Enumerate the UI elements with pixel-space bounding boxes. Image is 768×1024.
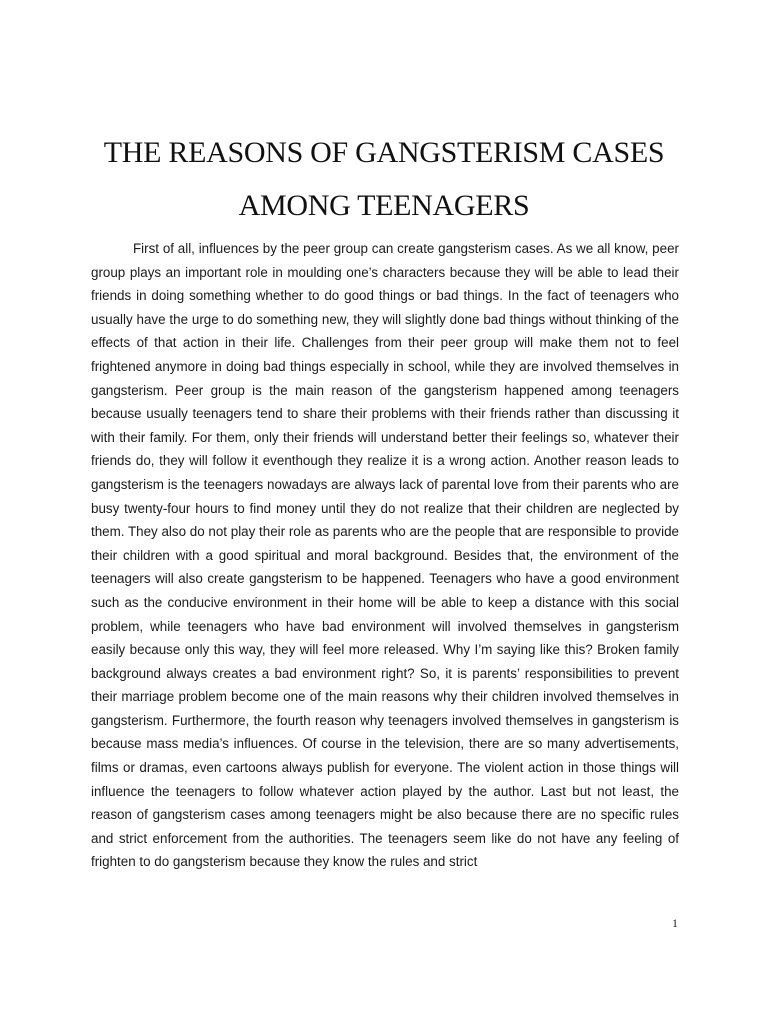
document-title-line-1: THE REASONS OF GANGSTERISM CASES: [103, 136, 665, 169]
document-title-line-2: AMONG TEENAGERS: [238, 189, 530, 222]
page-number: 1: [672, 916, 678, 930]
body-paragraph: First of all, influences by the peer group can create gangsterism cases. As we all know, peer group plays an important role in moulding one’s characters because they will be able to lead their friends in doing something whether to do good things or bad things. In the fact of teenagers who usually have the urge to do something new, they will slightly done bad things without thinking of the effects of that action in their life. Challenges from their peer group will make them not to feel frightened anymore in doing bad things especially in school, while they are involved themselves in gangsterism. Peer group is the main reason of the gangsterism happened among teenagers because usually teenagers tend to share their problems with their friends rather than discussing it with their family. For them, only their friends will understand better their feelings so, whatever their friends do, they will follow it eventhough they realize it is a wrong action. Another reason leads to gangsterism is the teenagers nowadays are always lack of parental love from their parents who are busy twenty-four hours to find money until they do not realize that their children are neglected by them. They also do not play their role as parents who are the people that are responsible to provide their children with a good spiritual and moral background. Besides that, the environment of the teenagers will also create gangsterism to be happened. Teenagers who have a good environment such as the conducive environment in their home will be able to keep a distance with this social problem, while teenagers who have bad environment will involved themselves in gangsterism easily because only this way, they will feel more released. Why I’m saying like this? Broken family background always creates a bad environment right? So, it is parents’ responsibilities to prevent their marriage problem become one of the main reasons why their children involved themselves in gangsterism. Furthermore, the fourth reason why teenagers involved themselves in gangsterism is because mass media’s influences. Of course in the television, there are so many advertisements, films or dramas, even cartoons always publish for everyone. The violent action in those things will influence the teenagers to follow whatever action played by the author. Last but not least, the reason of gangsterism cases among teenagers might be also because there are no specific rules and strict enforcement from the authorities. The teenagers seem like do not have any feeling of frighten to do gangsterism because they know the rules and strict: [91, 241, 679, 870]
